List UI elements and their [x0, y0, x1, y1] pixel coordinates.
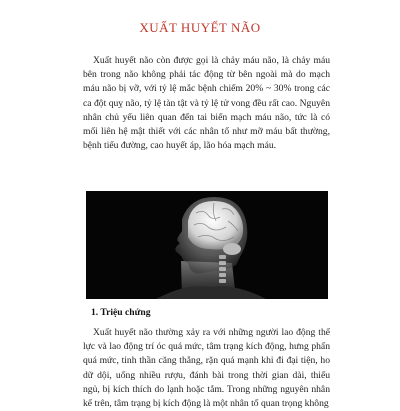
intro-paragraph: Xuất huyết não còn được gọi là chảy máu não, là chảy máu bên trong não không phải tác động từ bên ngoài mà do mạch máu não bị vỡ, với tỷ lệ mắc bệnh chiếm 20% ~ 30% trong các ca đột quỵ não, tỷ lệ tàn tật và tỷ lệ tử vong đều rất cao. Nguyên nhân chủ yếu liên quan đến tai biến mạch máu não, tức là có mối liên hệ mật thiết với các nhân tố như mỡ máu bất thường, bệnh tiểu đường, cao huyết áp, lão hóa mạch máu. — [83, 55, 330, 152]
section-heading: 1. Triệu chứng — [91, 307, 151, 318]
head-brain-image — [86, 191, 328, 299]
symptoms-paragraph: Xuất huyết não thường xảy ra với những người lao động thể lực và lao động trí óc quá mức, tâm trạng kích động, hưng phấn quá mức, tinh thần căng thẳng, rặn quá mạnh khi đi đại tiện, ho dữ dội, uống nhiều rượu, đánh bài trong thời gian dài, thiếu ngủ, bị kích thích do lạnh hoặc tắm. Trong những nguyên nhân kể trên, tâm trạng bị kích động là một nhân tố quan trọng không — [83, 327, 330, 410]
page-title: XUẤT HUYẾT NÃO — [139, 20, 261, 35]
brain-illustration — [86, 191, 328, 299]
